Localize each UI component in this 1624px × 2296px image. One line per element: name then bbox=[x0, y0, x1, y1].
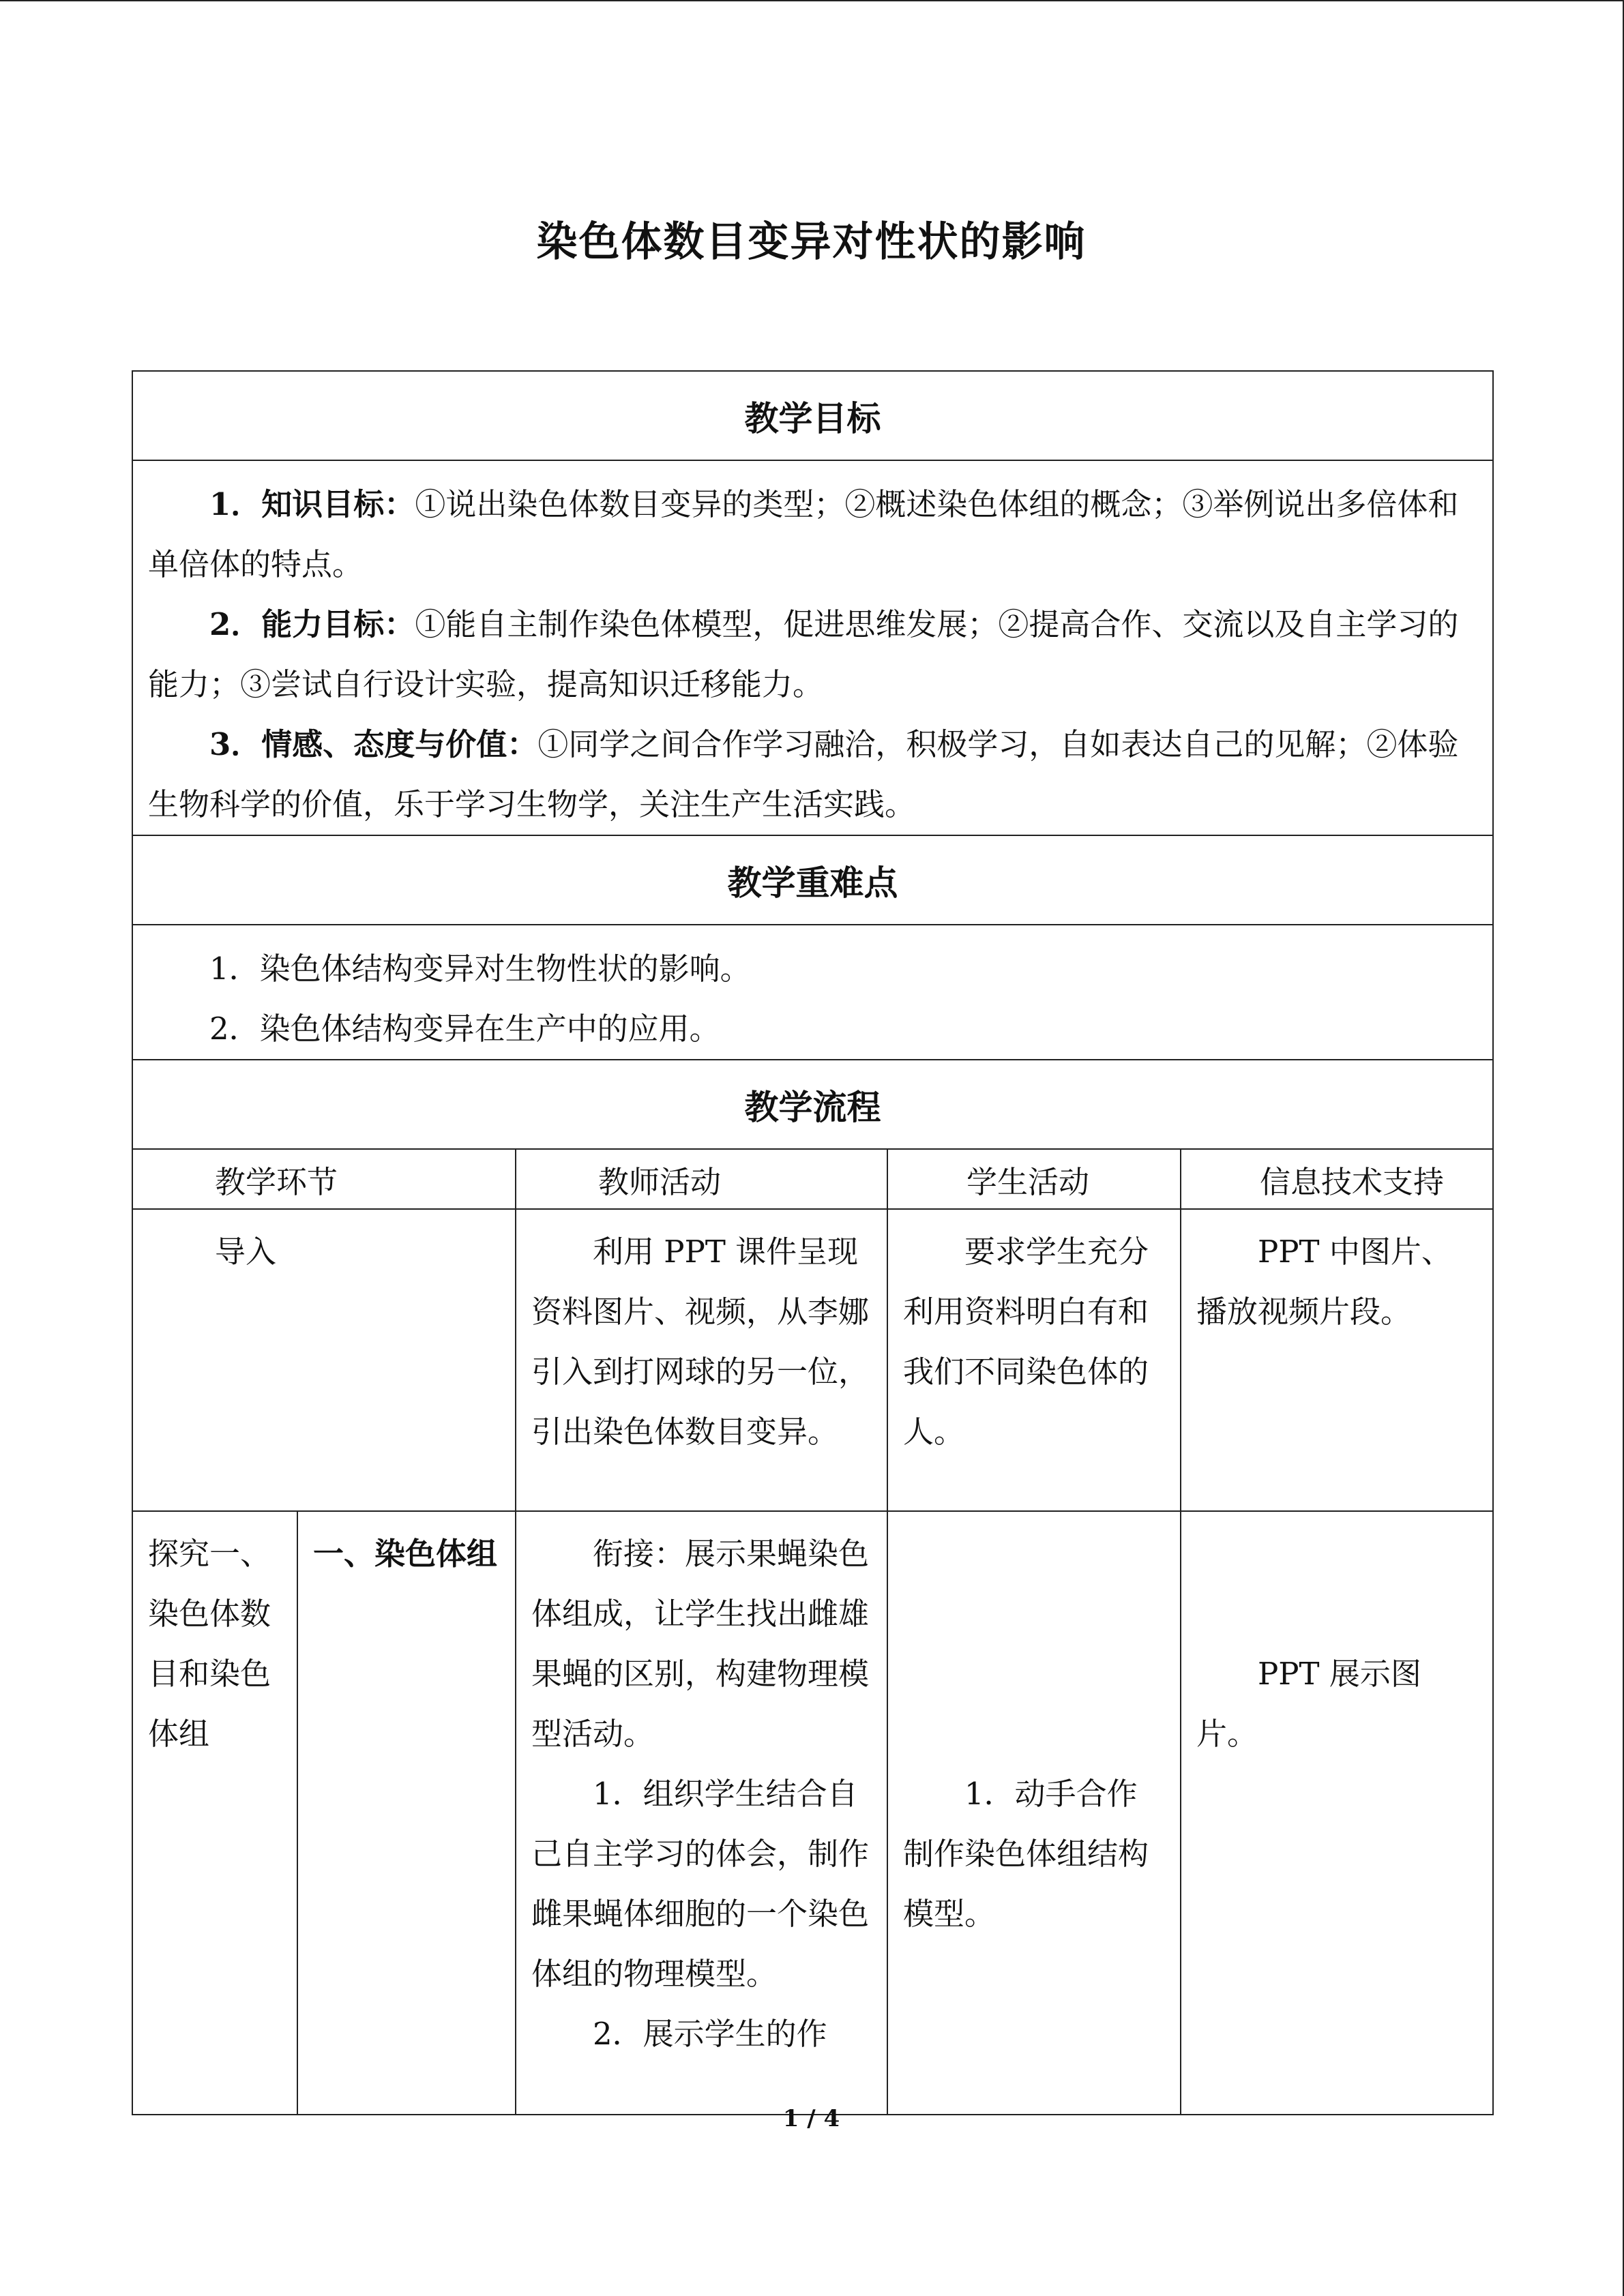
teacher-activity-cell: 衔接：展示果蝇染色体组成，让学生找出雌雄果蝇的区别，构建物理模型活动。 1．组织学生结合自己自主学习的体会，制作雌果蝇体细胞的一个染色体组的物理模型。 2．展示学生的作 bbox=[516, 1511, 887, 2115]
process-column-headers bbox=[132, 1149, 1493, 1209]
column-header-stage: 教学环节 bbox=[132, 1149, 516, 1209]
document-title: 染色体数目变异对性状的影响 bbox=[536, 218, 1087, 266]
objectives-heading: 教学目标 bbox=[132, 371, 1493, 460]
table-row bbox=[132, 1511, 1493, 2115]
student-activity-cell: 1．动手合作制作染色体组结构模型。 bbox=[887, 1511, 1181, 2115]
key-point-item: 2．染色体结构变异在生产中的应用。 bbox=[209, 1011, 720, 1047]
lesson-plan-table bbox=[132, 370, 1494, 2115]
teacher-activity-cell: 利用 PPT 课件呈现资料图片、视频，从李娜引入到打网球的另一位，引出染色体数目变异。 bbox=[516, 1209, 887, 1511]
column-header-teacher: 教师活动 bbox=[516, 1149, 887, 1209]
objective-item: 3．情感、态度与价值：①同学之间合作学习融洽，积极学习，自如表达自己的见解；②体验生物科学的价值，乐于学习生物学，关注生产生活实践。 bbox=[148, 726, 1459, 822]
stage-cell: 导入 bbox=[132, 1209, 516, 1511]
column-header-student: 学生活动 bbox=[887, 1149, 1181, 1209]
table-row bbox=[132, 1209, 1493, 1511]
key-point-item: 1．染色体结构变异对生物性状的影响。 bbox=[209, 951, 751, 987]
sub-stage-cell: 一、染色体组 bbox=[297, 1511, 516, 2115]
process-heading: 教学流程 bbox=[132, 1060, 1493, 1149]
student-activity-cell: 要求学生充分利用资料明白有和我们不同染色体的人。 bbox=[887, 1209, 1181, 1511]
column-header-it-support: 信息技术支持 bbox=[1181, 1149, 1493, 1209]
stage-cell: 探究一、染色体数目和染色体组 bbox=[132, 1511, 297, 2115]
key-points-heading: 教学重难点 bbox=[132, 835, 1493, 925]
it-support-cell: PPT 中图片、播放视频片段。 bbox=[1181, 1209, 1493, 1511]
objective-item: 2．能力目标：①能自主制作染色体模型，促进思维发展；②提高合作、交流以及自主学习的能力；③尝试自行设计实验，提高知识迁移能力。 bbox=[148, 606, 1459, 702]
objective-item: 1．知识目标：①说出染色体数目变异的类型；②概述染色体组的概念；③举例说出多倍体和单倍体的特点。 bbox=[148, 486, 1459, 582]
objectives-content bbox=[132, 460, 1493, 835]
page-number: 1 / 4 bbox=[782, 2105, 840, 2132]
it-support-cell: PPT 展示图片。 bbox=[1181, 1511, 1493, 2115]
key-points-content bbox=[132, 925, 1493, 1060]
